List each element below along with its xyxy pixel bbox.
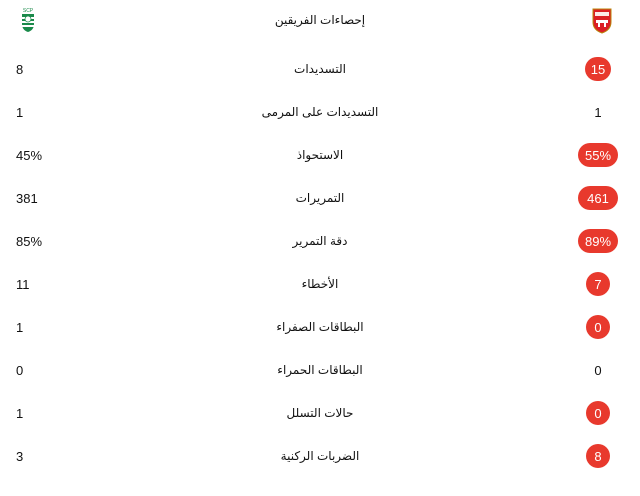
- right-team-value-highlight: 89%: [578, 229, 618, 253]
- stat-row-corners: [0, 436, 640, 476]
- stats-header: [0, 0, 640, 40]
- stat-label: دقة التمرير: [292, 234, 348, 248]
- right-team-value-highlight: 7: [586, 272, 610, 296]
- arsenal-crest-icon: [590, 6, 614, 39]
- stat-row-passes: [0, 178, 640, 218]
- left-team-value: 3: [16, 448, 24, 464]
- stat-row-shots-on-target: [0, 92, 640, 132]
- stat-row-fouls: [0, 264, 640, 304]
- stat-row-yellow-cards: [0, 307, 640, 347]
- right-team-value-highlight: 0: [586, 315, 610, 339]
- left-team-value: 45%: [16, 147, 43, 163]
- right-team-value: 1: [594, 104, 602, 120]
- right-team-value-highlight: 15: [585, 57, 611, 81]
- stat-label: التسديدات: [294, 62, 346, 76]
- stat-row-red-cards: [0, 350, 640, 390]
- stat-row-offsides: [0, 393, 640, 433]
- stat-label: الاستحواذ: [296, 148, 344, 162]
- stat-label: الأخطاء: [301, 277, 339, 291]
- right-team-value-highlight: 55%: [578, 143, 618, 167]
- stat-label: التسديدات على المرمى: [261, 105, 379, 119]
- left-team-value: 0: [16, 362, 24, 378]
- left-team-value: 85%: [16, 233, 43, 249]
- stat-row-pass-accuracy: [0, 221, 640, 261]
- left-team-value: 1: [16, 405, 24, 421]
- stat-row-shots: [0, 49, 640, 89]
- stat-label: الضربات الركنية: [280, 449, 360, 463]
- stat-label: التمريرات: [295, 191, 345, 205]
- stat-row-possession: [0, 135, 640, 175]
- right-team-value-highlight: 8: [586, 444, 610, 468]
- right-team-value-highlight: 461: [578, 186, 618, 210]
- left-team-value: 1: [16, 319, 24, 335]
- left-team-value: 11: [16, 276, 30, 292]
- page-title: إحصاءات الفريقين: [274, 13, 366, 27]
- svg-text:SCP: SCP: [22, 8, 34, 14]
- stat-label: حالات التسلل: [286, 406, 354, 420]
- left-team-value: 1: [16, 104, 24, 120]
- right-team-value-highlight: 0: [586, 401, 610, 425]
- stat-label: البطاقات الصفراء: [276, 320, 364, 334]
- left-team-value: 381: [16, 190, 38, 206]
- sporting-cp-crest-icon: [16, 6, 40, 39]
- left-team-value: 8: [16, 61, 24, 77]
- right-team-value: 0: [594, 362, 602, 378]
- stat-label: البطاقات الحمراء: [277, 363, 363, 377]
